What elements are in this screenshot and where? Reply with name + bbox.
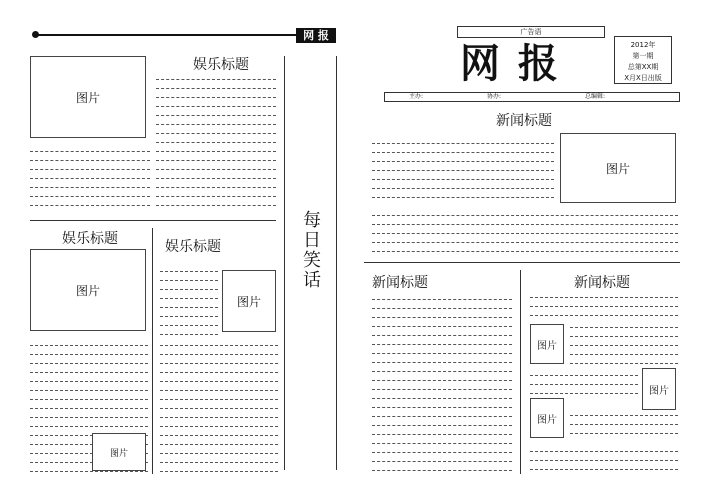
issue-year: 2012年: [630, 41, 656, 49]
placeholder-line: [530, 297, 678, 298]
placeholder-line: [160, 381, 278, 382]
placeholder-line: [570, 424, 678, 425]
placeholder-line: [160, 325, 218, 326]
placeholder-line: [372, 416, 512, 417]
placeholder-line: [160, 289, 218, 290]
placeholder-line: [530, 460, 678, 461]
placeholder-line: [156, 187, 276, 188]
image-placeholder-small: 图片: [530, 398, 564, 438]
placeholder-line: [372, 308, 512, 309]
placeholder-line: [30, 169, 150, 170]
placeholder-line: [372, 461, 512, 462]
sidebar-joke-title: 每日笑话: [300, 210, 321, 290]
issue-number: 第一期: [632, 52, 654, 60]
placeholder-line: [160, 399, 278, 400]
placeholder-line: [30, 372, 148, 373]
image-placeholder: 图片: [30, 249, 146, 331]
placeholder-line: [156, 151, 276, 152]
placeholder-line: [372, 425, 512, 426]
placeholder-line: [570, 363, 678, 364]
placeholder-line: [156, 124, 276, 125]
placeholder-line: [30, 160, 150, 161]
placeholder-line: [372, 179, 554, 180]
placeholder-line: [372, 152, 554, 153]
placeholder-line: [160, 444, 278, 445]
news-headline: 新闻标题: [574, 275, 630, 291]
issue-date: X月X日出版: [624, 74, 662, 82]
placeholder-line: [570, 433, 678, 434]
placeholder-line: [30, 151, 150, 152]
placeholder-line: [372, 242, 678, 243]
placeholder-line: [160, 390, 278, 391]
placeholder-line: [156, 160, 276, 161]
placeholder-line: [160, 316, 218, 317]
ad-banner: 广告语: [457, 26, 605, 38]
placeholder-line: [372, 470, 512, 471]
placeholder-line: [156, 79, 276, 80]
placeholder-line: [160, 271, 218, 272]
placeholder-line: [156, 178, 276, 179]
text-lines: [372, 140, 554, 200]
placeholder-line: [372, 353, 512, 354]
placeholder-line: [30, 399, 148, 400]
placeholder-line: [372, 371, 512, 372]
placeholder-line: [160, 280, 218, 281]
issue-info-box: [614, 36, 672, 84]
image-placeholder: 图片: [222, 270, 276, 332]
credits-bar: [384, 92, 680, 102]
placeholder-line: [30, 354, 148, 355]
text-lines: [530, 372, 638, 396]
placeholder-line: [156, 115, 276, 116]
masthead-rule: [36, 34, 296, 36]
placeholder-line: [570, 336, 678, 337]
column-divider: [520, 270, 521, 474]
placeholder-line: [530, 315, 678, 316]
image-placeholder-small: 图片: [530, 324, 564, 364]
placeholder-line: [156, 88, 276, 89]
placeholder-line: [530, 393, 638, 394]
placeholder-line: [570, 354, 678, 355]
placeholder-line: [372, 344, 512, 345]
placeholder-line: [570, 345, 678, 346]
credit-host: 主办:: [409, 93, 424, 100]
image-placeholder: 图片: [30, 56, 146, 138]
entertainment-headline: 娱乐标题: [165, 239, 221, 255]
placeholder-line: [30, 187, 150, 188]
placeholder-line: [372, 362, 512, 363]
placeholder-line: [160, 345, 278, 346]
placeholder-line: [530, 469, 678, 470]
credit-editor: 总编辑:: [585, 93, 606, 100]
placeholder-line: [372, 389, 512, 390]
placeholder-line: [156, 169, 276, 170]
placeholder-line: [30, 381, 148, 382]
placeholder-line: [30, 363, 148, 364]
placeholder-line: [156, 196, 276, 197]
news-headline: 新闻标题: [372, 275, 428, 291]
placeholder-line: [160, 354, 278, 355]
placeholder-line: [372, 326, 512, 327]
placeholder-line: [372, 407, 512, 408]
placeholder-line: [30, 178, 150, 179]
placeholder-line: [156, 133, 276, 134]
placeholder-line: [156, 106, 276, 107]
entertainment-headline: 娱乐标题: [193, 57, 249, 73]
placeholder-line: [372, 161, 554, 162]
placeholder-line: [160, 435, 278, 436]
placeholder-line: [372, 215, 678, 216]
section-divider: [30, 220, 276, 221]
placeholder-line: [160, 462, 278, 463]
masthead-title: 网 报: [460, 41, 560, 87]
placeholder-line: [30, 417, 148, 418]
placeholder-line: [530, 375, 638, 376]
placeholder-line: [372, 224, 678, 225]
placeholder-line: [372, 299, 512, 300]
placeholder-line: [372, 197, 554, 198]
placeholder-line: [570, 415, 678, 416]
column-divider: [152, 228, 153, 474]
text-lines: [372, 296, 512, 472]
image-placeholder-small: 图片: [642, 368, 676, 410]
placeholder-line: [160, 426, 278, 427]
placeholder-line: [372, 143, 554, 144]
placeholder-line: [160, 298, 218, 299]
issue-total: 总第XX期: [627, 63, 659, 71]
placeholder-line: [156, 97, 276, 98]
placeholder-line: [372, 398, 512, 399]
placeholder-line: [530, 451, 678, 452]
entertainment-headline: 娱乐标题: [62, 231, 118, 247]
masthead-label: 网 报: [296, 28, 336, 43]
text-lines: [530, 294, 678, 316]
placeholder-line: [160, 334, 218, 335]
text-lines: [570, 412, 678, 442]
placeholder-line: [372, 188, 554, 189]
placeholder-line: [30, 345, 148, 346]
section-divider: [364, 262, 680, 263]
placeholder-line: [160, 307, 218, 308]
placeholder-line: [156, 142, 276, 143]
placeholder-line: [372, 335, 512, 336]
placeholder-line: [372, 443, 512, 444]
placeholder-line: [30, 408, 148, 409]
text-lines: [570, 324, 678, 364]
column-divider: [336, 56, 337, 470]
placeholder-line: [570, 327, 678, 328]
placeholder-line: [30, 196, 150, 197]
placeholder-line: [160, 417, 278, 418]
placeholder-line: [30, 471, 148, 472]
column-divider: [284, 56, 285, 470]
placeholder-line: [156, 205, 276, 206]
placeholder-line: [530, 306, 678, 307]
placeholder-line: [160, 372, 278, 373]
placeholder-line: [372, 233, 678, 234]
placeholder-line: [160, 408, 278, 409]
placeholder-line: [530, 384, 638, 385]
placeholder-line: [160, 453, 278, 454]
image-placeholder: 图片: [560, 133, 676, 203]
placeholder-line: [372, 251, 678, 252]
placeholder-line: [372, 452, 512, 453]
placeholder-line: [30, 390, 148, 391]
image-placeholder-small: 图片: [92, 433, 146, 471]
placeholder-line: [372, 434, 512, 435]
text-lines: [30, 148, 150, 212]
text-lines: [530, 448, 678, 472]
placeholder-line: [160, 363, 278, 364]
text-lines: [160, 268, 218, 338]
placeholder-line: [372, 317, 512, 318]
text-lines: [372, 212, 678, 252]
text-lines: [160, 342, 278, 472]
placeholder-line: [30, 205, 150, 206]
text-lines: [156, 76, 276, 212]
placeholder-line: [160, 471, 278, 472]
placeholder-line: [372, 170, 554, 171]
news-headline: 新闻标题: [496, 113, 552, 129]
placeholder-line: [372, 380, 512, 381]
placeholder-line: [30, 426, 148, 427]
credit-cohost: 协办:: [487, 93, 502, 100]
